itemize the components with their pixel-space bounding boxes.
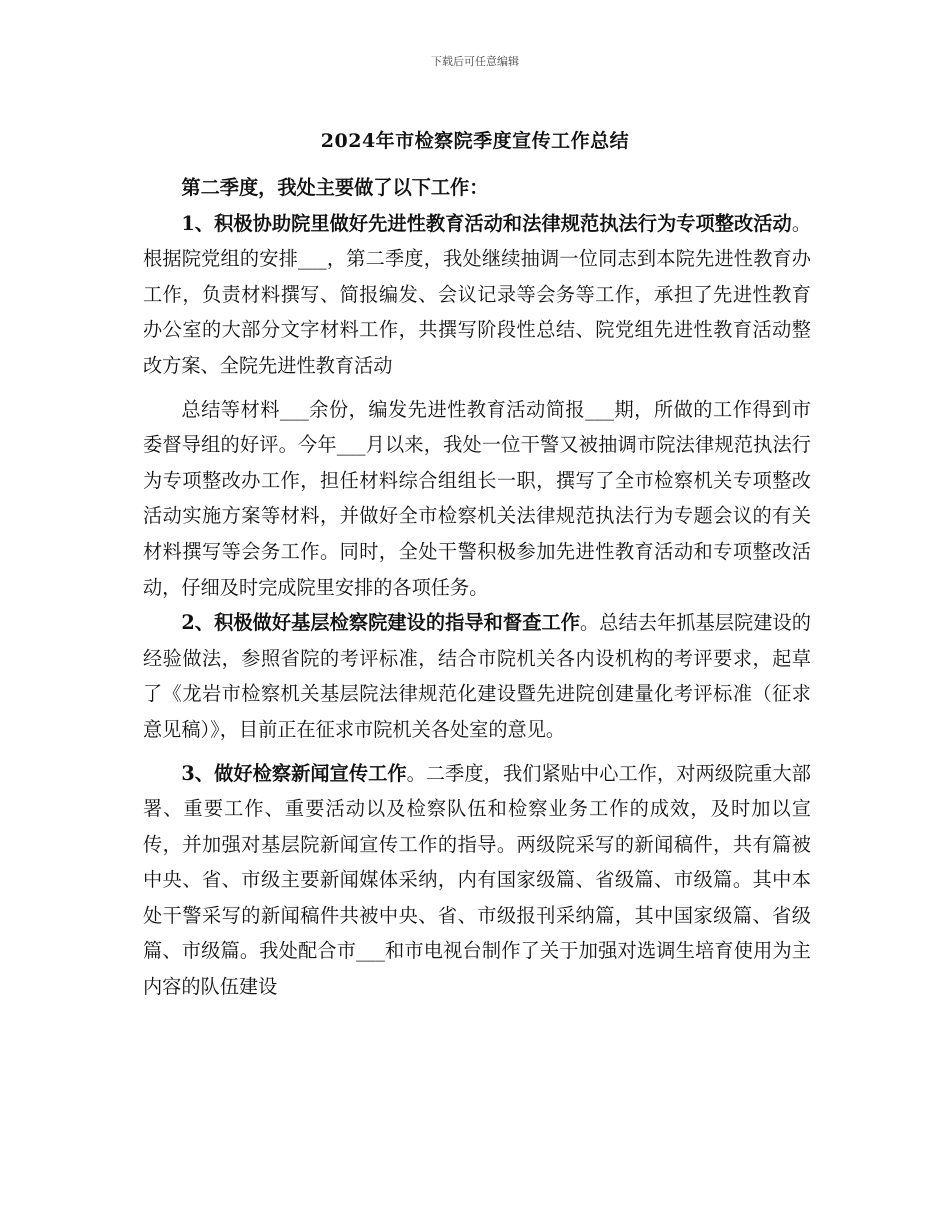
intro-paragraph: 第二季度，我处主要做了以下工作： (181, 176, 489, 199)
document-body (143, 170, 811, 1005)
section-1-paragraph (143, 206, 811, 384)
page-header: 下载后可任意编辑 (431, 55, 519, 68)
section-heading: 3、做好检察新闻宣传工作 (181, 761, 407, 785)
section-heading: 2、积极做好基层检察院建设的指导和督查工作 (181, 611, 580, 635)
section-text: 总结等材料___余份，编发先进性教育活动简报___期，所做的工作得到市委督导组的好评。今年___月以来，我处一位干警又被抽调市院法律规范执法行为专项整改办工作，担任材料综合组组长一职，撰写了全市检察机关专项整改活动实施方案等材料，并做好全市检察机关法律规范执法行为专题会议的有关材料撰写等会务工作。同时，全处干警积极参加先进性教育活动和专项整改活动，仔细及时完成院里安排的各项任务。 (143, 397, 811, 599)
document-title: 2024年市检察院季度宣传工作总结 (320, 130, 630, 152)
section-heading: 1、积极协助院里做好先进性教育活动和法律规范执法行为专项整改活动 (181, 211, 792, 235)
section-2-paragraph (143, 605, 811, 747)
section-text: 。根据院党组的安排___，第二季度，我处继续抽调一位同志到本院先进性教育办工作，负责材料撰写、简报编发、会议记录等会务等工作，承担了先进性教育办公室的大部分文字材料工作，共撰写阶段性总结、院党组先进性教育活动整改方案、全院先进性教育活动 (143, 211, 811, 377)
section-text: 。二季度，我们紧贴中心工作，对两级院重大部署、重要工作、重要活动以及检察队伍和检察业务工作的成效，及时加以宣传，并加强对基层院新闻宣传工作的指导。两级院采写的新闻稿件，共有篇被中央、省、市级主要新闻媒体采纳，内有国家级篇、省级篇、市级篇。其中本处干警采写的新闻稿件共被中央、省、市级报刊采纳篇，其中国家级篇、省级篇、市级篇。我处配合市___和市电视台制作了关于加强对选调生培育使用为主内容的队伍建设 (143, 761, 811, 999)
section-3-paragraph (143, 756, 811, 1005)
section-text: 。总结去年抓基层院建设的经验做法，参照省院的考评标准，结合市院机关各内设机构的考评要求，起草了《龙岩市检察机关基层院法律规范化建设暨先进院创建量化考评标准（征求意见稿）》，目前正在征求市院机关各处室的意见。 (143, 611, 811, 741)
section-1-continuation (143, 392, 811, 606)
